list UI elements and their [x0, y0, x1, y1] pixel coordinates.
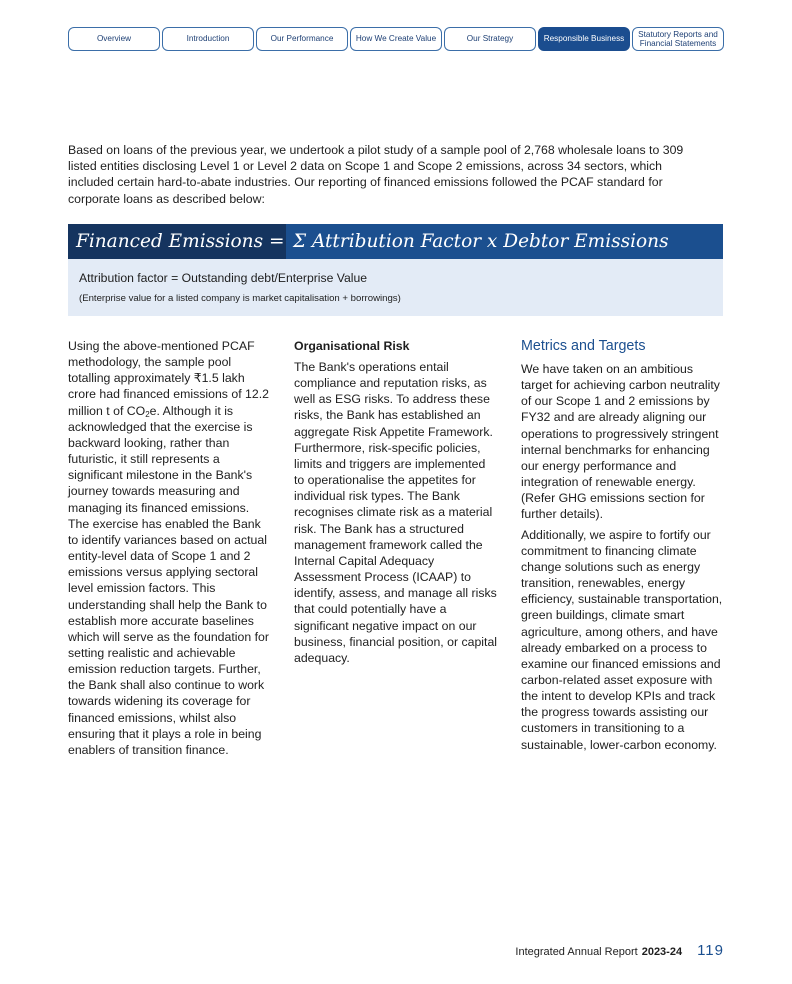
formula-rhs: Σ Attribution Factor x Debtor Emissions [293, 231, 669, 252]
column-organisational-risk [294, 338, 499, 666]
page-footer [515, 942, 724, 959]
top-navigation [68, 27, 724, 53]
formula-lhs: Financed Emissions = [68, 224, 286, 259]
page-number: 119 [697, 942, 724, 959]
column-financed-emissions [68, 338, 273, 758]
organisational-risk-heading: Organisational Risk [294, 339, 410, 353]
metrics-targets-heading: Metrics and Targets [521, 338, 646, 354]
report-year: 2023-24 [641, 946, 683, 958]
financed-emissions-paragraph: Using the above-mentioned PCAF methodology, the sample pool totalling approximately ₹1.5 lakh crore had financed emissions of 12.2 million t of $CO_2e$. Although it is acknowledged that the exercise is backward looking, rather than futuristic, it still represents a significant milestone in the Bank's journey towards measuring and managing its financed emissions. The exercise has enabled the Bank to identify variances based on actual entity-level data of Scope 1 and 2 emissions versus applying sectoral level emission factors. This understanding shall help the Bank to establish more accurate baselines which will serve as the foundation for setting realistic and achievable emission reduction targets. Further, the Bank shall also continue to work towards widening its coverage for financed emissions, whilst also ensuring that it plays a role in being enablers of transition finance. [68, 339, 269, 757]
metrics-targets-paragraph-1: We have taken on an ambitious target for achieving carbon neutrality of our Scope 1 and 2 emissions by FY32 and are already aligning our operations to progressively stringent internal benchmarks for enhancing our energy performance and integration of renewable energy. (Refer GHG emissions section for further details). [521, 362, 720, 522]
tab-how-we-create-value[interactable]: How We Create Value [350, 27, 442, 51]
tab-our-strategy[interactable]: Our Strategy [444, 27, 536, 51]
tab-overview[interactable]: Overview [68, 27, 160, 51]
attribution-factor-definition: Attribution factor = Outstanding debt/Enterprise Value [79, 271, 368, 285]
intro-paragraph: Based on loans of the previous year, we undertook a pilot study of a sample pool of 2,768 wholesale loans to 309 listed entities disclosing Level 1 or Level 2 data on Scope 1 and Scope 2 emissions, across 34 sectors, which included certain hard-to-abate industries. Our reporting of financed emissions followed the PCAF standard for corporate loans as described below: [68, 143, 684, 206]
tab-our-performance[interactable]: Our Performance [256, 27, 348, 51]
tab-label-line2: Financial Statements [639, 39, 717, 48]
tab-statutory-reports[interactable] [632, 27, 724, 51]
enterprise-value-note: (Enterprise value for a listed company is market capitalisation + borrowings) [79, 293, 401, 304]
formula-banner [68, 224, 723, 259]
tab-label-line1: Statutory Reports and [638, 29, 718, 39]
column-metrics-targets [521, 338, 726, 753]
report-title: Integrated Annual Report [515, 946, 638, 958]
metrics-targets-paragraph-2: Additionally, we aspire to fortify our commitment to financing climate change solutions such as energy transition, renewables, energy efficiency, sustainable transportation, green buildings, climate smart agriculture, among others, and have already embarked on a process to examine our financed emissions and carbon-related asset exposure with the intent to develop KPIs and track the progress towards assisting our customers in transitioning to a sustainable, lower-carbon economy. [521, 527, 723, 752]
tab-responsible-business[interactable]: Responsible Business [538, 27, 630, 51]
formula-definition-panel [68, 259, 723, 316]
tab-introduction[interactable]: Introduction [162, 27, 254, 51]
organisational-risk-paragraph: The Bank's operations entail compliance and reputation risks, as well as ESG risks. To address these risks, the Bank has established an aggregate Risk Appetite Framework. Furthermore, risk-specific policies, limits and triggers are implemented to operationalise the appetites for individual risk types. The Bank recognises climate risk as a material risk. The Bank has a structured management framework called the Internal Capital Adequacy Assessment Process (ICAAP) to identify, assess, and manage all risks that could potentially have a significant negative impact on our business, financial position, or capital adequacy. [294, 360, 498, 665]
